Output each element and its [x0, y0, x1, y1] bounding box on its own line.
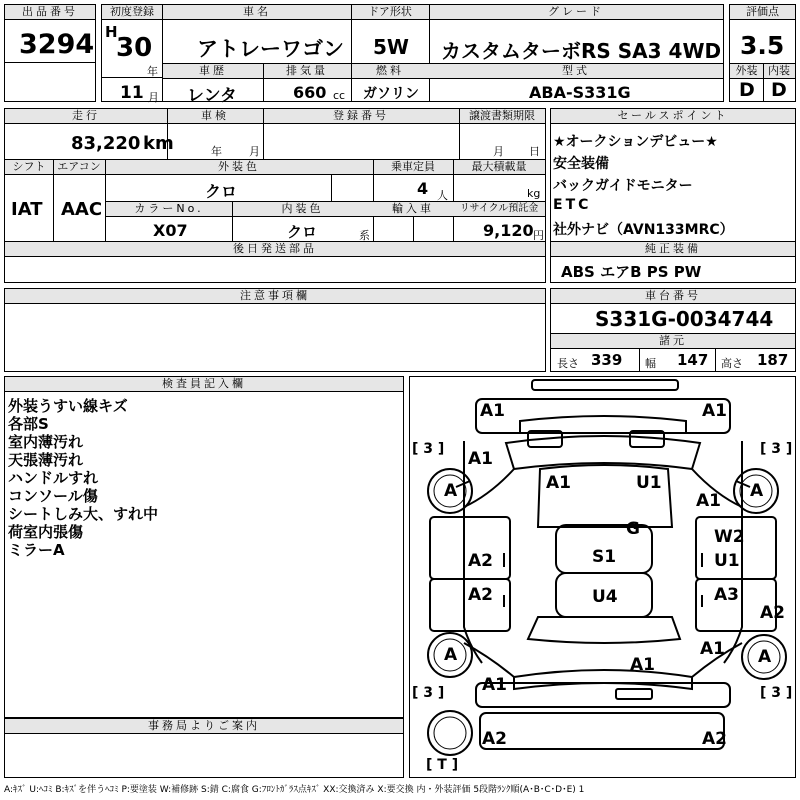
- inspector-line: 室内薄汚れ: [8, 433, 84, 451]
- car-name-value: アトレーワゴン: [197, 37, 344, 61]
- displacement-unit: cc: [333, 89, 346, 102]
- rating-value: 3.5: [740, 31, 785, 60]
- transfer-month-unit: 月: [493, 145, 504, 158]
- sales-points-label: セールスポイント: [551, 109, 795, 124]
- import-label: 輸入車: [373, 202, 453, 217]
- damage-mark: A1: [630, 655, 655, 675]
- damage-mark: A2: [468, 585, 493, 605]
- sales-point-item: 安全装備: [553, 156, 609, 172]
- wheel-mark-rl: A: [444, 645, 458, 665]
- ext-color-value: クロ: [205, 182, 238, 201]
- inspection-month-unit: 月: [249, 145, 260, 158]
- office-label: 事務局よりご案内: [5, 719, 403, 734]
- sales-points-section: [550, 108, 796, 283]
- displacement-value: 660: [293, 83, 327, 102]
- inspector-line: シートしみ大、すれ中: [8, 505, 159, 523]
- sales-point-item: ★オークションデビュー★: [553, 134, 718, 150]
- grade-label: グレード: [429, 5, 723, 20]
- length-label: 長さ: [557, 357, 579, 370]
- max-load-label: 最大積載量: [453, 160, 545, 175]
- shift-value: IAT: [11, 199, 43, 220]
- transfer-label: 譲渡書類期限: [459, 109, 545, 124]
- rating-section: [729, 4, 796, 102]
- specs-label: 諸元: [551, 334, 795, 349]
- damage-mark: A2: [760, 603, 785, 623]
- detail-section: [4, 108, 546, 283]
- damage-mark: A2: [468, 551, 493, 571]
- tread-depth-fl: [ 3 ]: [412, 441, 445, 457]
- rating-label: 評価点: [730, 5, 795, 20]
- aircon-label: エアコン: [53, 160, 105, 175]
- damage-mark: S1: [592, 547, 617, 567]
- inspector-section: [4, 376, 404, 718]
- registration-label: 登録番号: [263, 109, 459, 124]
- lot-label: 出品番号: [5, 5, 95, 20]
- inspection-year-unit: 年: [211, 145, 222, 158]
- tread-depth-rr: [ 3 ]: [760, 685, 793, 701]
- capacity-value: 4: [417, 179, 429, 198]
- damage-mark: U1: [636, 473, 662, 493]
- inspector-label: 検査員記入欄: [5, 377, 403, 392]
- int-color-label: 内装色: [232, 202, 373, 217]
- damage-legend: A:ｷｽﾞ U:ﾍｺﾐ B:ｷｽﾞを伴うﾍｺﾐ P:要塗装 W:補修跡 S:錆 C:腐食 G:ﾌﾛﾝﾄｶﾞﾗｽ点ｷｽﾞ XX:交換済み X:要交換 内・外装評価 5段階ﾗﾝｸ順(A･B･C･D･E) 1: [4, 785, 585, 795]
- shift-label: シフト: [5, 160, 53, 175]
- tread-depth-rl: [ 3 ]: [412, 685, 445, 701]
- width-label: 幅: [645, 357, 656, 370]
- later-parts-label: 後日発送部品: [5, 242, 545, 257]
- aircon-value: AAC: [61, 199, 103, 220]
- history-value: レンタ: [187, 86, 237, 106]
- inspector-line: ハンドルすれ: [8, 469, 99, 487]
- notes-label: 注意事項欄: [5, 289, 545, 304]
- damage-mark: A1: [546, 473, 571, 493]
- damage-mark: W2: [714, 527, 745, 547]
- first-reg-section: [101, 4, 163, 102]
- grade-value: カスタムターボRS SA3 4WD: [441, 39, 722, 63]
- exterior-grade-value: D: [739, 79, 755, 101]
- inspector-line: コンソール傷: [8, 487, 98, 505]
- damage-diagram: [409, 376, 796, 778]
- sales-point-item: バックガイドモニター: [553, 178, 693, 194]
- equipment-value: ABS エアB PS PW: [561, 263, 702, 281]
- color-no-value: X07: [153, 221, 188, 240]
- damage-mark: A1: [482, 675, 507, 695]
- inspector-line: 外装うすい線キズ: [8, 397, 128, 415]
- length-value: 339: [591, 351, 623, 369]
- door-value: 5W: [373, 35, 409, 59]
- equipment-label: 純正装備: [551, 242, 795, 257]
- inspector-line: 荷室内張傷: [8, 523, 84, 541]
- capacity-unit: 人: [437, 189, 448, 202]
- door-label: ドア形状: [351, 5, 429, 20]
- damage-mark: A2: [702, 729, 727, 749]
- first-reg-month-unit: 月: [148, 91, 159, 104]
- mileage-label: 走行: [5, 109, 167, 124]
- tread-depth-spare: [ T ]: [426, 757, 459, 773]
- first-reg-year: 30: [116, 33, 153, 63]
- lot-section: [4, 4, 96, 102]
- height-label: 高さ: [721, 357, 743, 370]
- history-label: 車歴: [163, 64, 263, 79]
- damage-mark: G: [626, 519, 640, 539]
- tread-depth-fr: [ 3 ]: [760, 441, 793, 457]
- recycle-unit: 円: [533, 229, 544, 242]
- first-reg-year-unit: 年: [147, 65, 158, 78]
- sales-point-item: ETC: [553, 197, 592, 213]
- chassis-section: [550, 288, 796, 372]
- interior-grade-label: 内装: [763, 64, 795, 79]
- car-outline: [410, 377, 795, 777]
- height-value: 187: [757, 351, 789, 369]
- damage-mark: U1: [714, 551, 740, 571]
- first-reg-era: H: [105, 23, 118, 41]
- capacity-label: 乗車定員: [373, 160, 453, 175]
- sales-point-item: 社外ナビ（AVN133MRC）: [553, 222, 734, 238]
- inspector-line: 各部S: [8, 415, 49, 433]
- mileage-value: 83,220: [71, 133, 141, 154]
- damage-mark: A3: [714, 585, 739, 605]
- car-name-label: 車名: [163, 5, 351, 20]
- model-label: 型式: [429, 64, 723, 79]
- interior-grade-value: D: [771, 79, 787, 101]
- fuel-label: 燃料: [351, 64, 429, 79]
- max-load-unit: kg: [527, 187, 541, 200]
- chassis-label: 車台番号: [551, 289, 795, 304]
- displacement-label: 排気量: [263, 64, 351, 79]
- damage-mark: A2: [482, 729, 507, 749]
- damage-mark: U4: [592, 587, 618, 607]
- inspector-line: 天張薄汚れ: [8, 451, 84, 469]
- width-value: 147: [677, 351, 709, 369]
- damage-mark: A1: [700, 639, 725, 659]
- office-section: [4, 718, 404, 778]
- damage-mark: A1: [702, 401, 727, 421]
- ext-color-label: 外装色: [105, 160, 373, 175]
- wheel-mark-rr: A: [758, 647, 772, 667]
- inspection-label: 車検: [167, 109, 263, 124]
- transfer-day-unit: 日: [529, 145, 540, 158]
- damage-mark: A1: [468, 449, 493, 469]
- damage-mark: A1: [480, 401, 505, 421]
- inspector-line: ミラーA: [8, 541, 65, 559]
- mileage-unit: km: [143, 133, 174, 154]
- model-value: ABA-S331G: [529, 83, 631, 102]
- damage-mark: A1: [696, 491, 721, 511]
- int-color-value: クロ: [287, 223, 318, 241]
- int-color-unit: 系: [359, 229, 370, 242]
- recycle-value: 9,120: [483, 221, 534, 240]
- lot-number: 3294: [19, 29, 95, 60]
- color-no-label: カラーNo.: [106, 202, 232, 217]
- wheel-mark-fr: A: [750, 481, 764, 501]
- chassis-value: S331G-0034744: [595, 307, 774, 331]
- fuel-value: ガソリン: [363, 86, 419, 102]
- notes-section: [4, 288, 546, 372]
- first-reg-label: 初度登録: [102, 5, 162, 20]
- recycle-label: リサイクル預託金: [453, 202, 545, 217]
- exterior-grade-label: 外装: [730, 64, 763, 79]
- first-reg-month: 11: [120, 83, 144, 103]
- car-info-section: [162, 4, 724, 106]
- wheel-mark-fl: A: [444, 481, 458, 501]
